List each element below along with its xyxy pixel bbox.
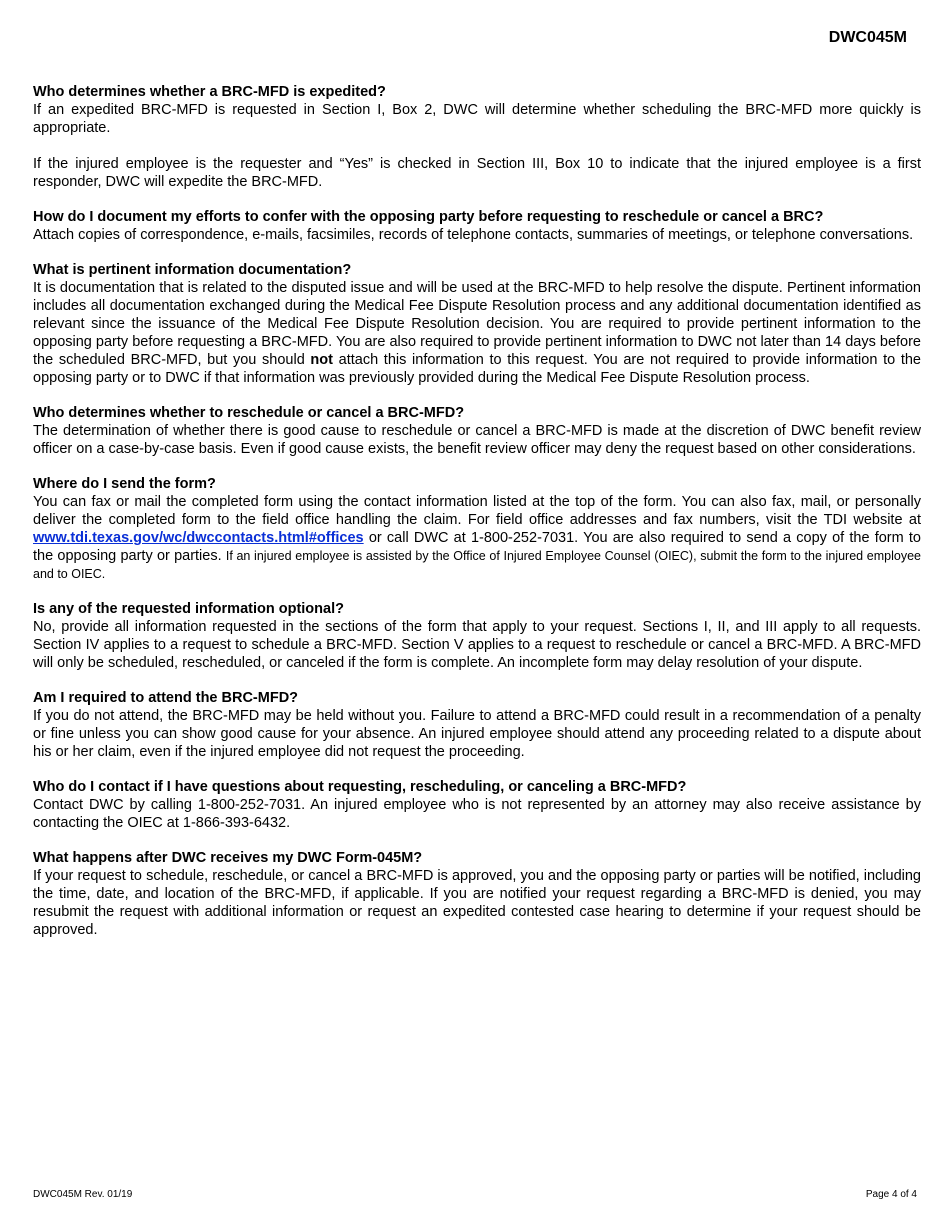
answer-pertinent-part-b: attach this information to this request. You are not required to provide information to the opposing party or to DWC if that information was previously provided during the Medical Fee Dispute Resolution process. [33,352,921,386]
document-body [33,83,921,956]
section-optional [33,600,921,672]
answer-after: If your request to schedule, reschedule, or cancel a BRC-MFD is approved, you and the opposing party or parties will be notified, including the time, date, and location of the BRC-MFD, if applicable. If you are notified your request regarding a BRC-MFD is denied, you may resubmit the request with additional information or request an expedited contested case hearing to determine if your request should be approved. [33,868,921,938]
answer-send-oiec-note: If an injured employee is assisted by the Office of Injured Employee Counsel (OIEC), submit the form to the injured employee and to OIEC. [33,549,921,581]
question-confer: How do I document my efforts to confer with the opposing party before requesting to reschedule or cancel a BRC? [33,209,824,225]
answer-send-part-b: or call DWC at 1-800-252-7031. You are also required to send a copy of the form to the opposing party or parties. [33,530,921,564]
answer-expedited-2: If the injured employee is the requester and “Yes” is checked in Section III, Box 10 to indicate that the injured employee is a first responder, DWC will expedite the BRC-MFD. [33,156,921,190]
emphasis-not: not [310,352,333,368]
question-after: What happens after DWC receives my DWC Form-045M? [33,850,423,866]
footer-revision: DWC045M Rev. 01/19 [33,1189,133,1200]
answer-reschedule: The determination of whether there is good cause to reschedule or cancel a BRC-MFD is made at the discretion of DWC benefit review officer on a case-by-case basis. Even if good cause exists, the benefit review officer may deny the request based on other considerations. [33,423,921,457]
question-expedited: Who determines whether a BRC-MFD is expedited? [33,84,386,100]
answer-confer: Attach copies of correspondence, e-mails, facsimiles, records of telephone contacts, summaries of meetings, or telephone conversations. [33,227,914,243]
question-optional: Is any of the requested information optional? [33,601,344,617]
section-after [33,849,921,939]
footer-page-number: Page 4 of 4 [865,1189,917,1200]
section-pertinent [33,261,921,387]
answer-pertinent [33,279,921,387]
answer-contact: Contact DWC by calling 1-800-252-7031. An injured employee who is not represented by an attorney may also receive assistance by contacting the OIEC at 1-866-393-6432. [33,797,921,831]
answer-attend: If you do not attend, the BRC-MFD may be held without you. Failure to attend a BRC-MFD could result in a recommendation of a penalty or fine unless you can show good cause for your absence. An injured employee should attend any proceeding related to a dispute about his or her claim, even if the injured employee did not request the proceeding. [33,708,921,760]
question-contact: Who do I contact if I have questions about requesting, rescheduling, or canceling a BRC-MFD? [33,779,687,795]
answer-expedited-1: If an expedited BRC-MFD is requested in Section I, Box 2, DWC will determine whether scheduling the BRC-MFD more quickly is appropriate. [33,102,921,136]
question-send: Where do I send the form? [33,476,216,492]
answer-optional: No, provide all information requested in the sections of the form that apply to your request. Sections I, II, and III apply to all requests. Section IV applies to a request to schedule a BRC-MFD. Section V applies to a request to reschedule or cancel a BRC-MFD. A BRC-MFD will only be scheduled, rescheduled, or canceled if the form is complete. An incomplete form may delay resolution of your dispute. [33,619,921,671]
question-reschedule: Who determines whether to reschedule or cancel a BRC-MFD? [33,405,465,421]
section-send [33,475,921,583]
section-confer [33,208,921,244]
question-pertinent: What is pertinent information documentation? [33,262,352,278]
section-reschedule [33,404,921,458]
answer-pertinent-part-a: It is documentation that is related to the disputed issue and will be used at the BRC-MFD to help resolve the dispute. Pertinent information includes all documentation exchanged during the Medical Fee Dispute Resolution process and any additional documentation identified as relevant since the issuance of the Medical Fee Dispute Resolution decision. You are required to provide pertinent information to the opposing party before requesting a BRC-MFD. You are also required to provide pertinent information to DWC not later than 14 days before the scheduled BRC-MFD, but you should [33,280,921,368]
section-attend [33,689,921,761]
section-contact [33,778,921,832]
form-id: DWC045M [828,29,907,46]
question-attend: Am I required to attend the BRC-MFD? [33,690,299,706]
section-expedited [33,83,921,191]
answer-send [33,493,921,583]
answer-send-part-a: You can fax or mail the completed form using the contact information listed at the top of the form. You can also fax, mail, or personally deliver the completed form to the field office handling the claim. For field office addresses and fax numbers, visit the TDI website at [33,494,921,528]
tdi-offices-link[interactable]: www.tdi.texas.gov/wc/dwccontacts.html#offices [33,530,364,546]
